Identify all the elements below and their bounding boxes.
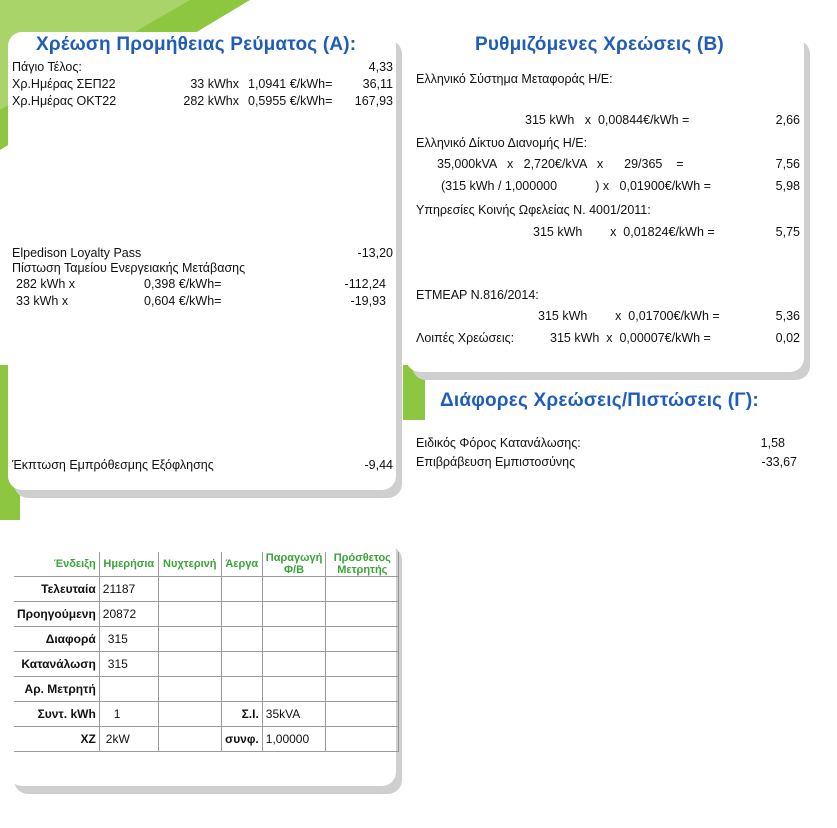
table-row xyxy=(14,677,399,702)
supply-row-label: Χρ.Ημέρας ΟΚΤ22 xyxy=(12,94,117,108)
distribution-label: Ελληνικό Δίκτυο Διανομής Η/Ε: xyxy=(416,136,588,150)
transmission-value: 2,66 xyxy=(775,113,800,127)
header-night: Νυχτερινή xyxy=(158,552,221,577)
credit-qty: 33 kWh x xyxy=(16,294,69,308)
distribution-calc: 35,000kVA x 2,720€/kVA x 29/365 = xyxy=(437,157,684,171)
power-factor-value: 1,00000 xyxy=(262,727,326,752)
transition-fund-label: Πίστωση Ταμείου Ενεργειακής Μετάβασης xyxy=(12,261,246,275)
credit-qty: 282 kWh x xyxy=(16,277,76,291)
day-value: 20872 xyxy=(99,602,158,627)
public-service-calc: 315 kWh x 0,01824€/kWh = xyxy=(533,225,715,239)
distribution-value: 7,56 xyxy=(775,157,800,171)
transmission-calc: 315 kWh x 0,00844€/kWh = xyxy=(525,113,690,127)
row-label: Τελευταία xyxy=(14,577,99,602)
table-header-row xyxy=(14,552,399,577)
other-charges-calc: 315 kWh x 0,00007€/kWh = xyxy=(550,331,711,345)
supply-row-rate: 0,5955 €/kWh= xyxy=(248,94,333,108)
table-row xyxy=(14,702,399,727)
early-payment-discount-value: -9,44 xyxy=(364,458,393,472)
day-value: 315 xyxy=(99,627,158,652)
fixed-fee-label: Πάγιο Τέλος: xyxy=(12,60,82,74)
credit-amount: -112,24 xyxy=(344,277,386,291)
row-label: Προηγούμενη xyxy=(14,602,99,627)
distribution-value: 5,98 xyxy=(775,179,800,193)
day-value: 1 xyxy=(99,702,158,727)
header-reactive: Άεργα xyxy=(221,552,262,577)
loyalty-reward-label: Επιβράβευση Εμπιστοσύνης xyxy=(416,455,576,469)
supply-row-qty: 33 kWhx xyxy=(190,77,239,91)
row-label: Συντ. kWh xyxy=(14,702,99,727)
row-label: Κατανάλωση xyxy=(14,652,99,677)
table-row xyxy=(14,577,399,602)
regulated-charges-title: Ρυθμιζόμενες Χρεώσεις (Β) xyxy=(475,34,724,55)
header-reading: Ένδειξη xyxy=(14,552,99,577)
header-day: Ημερήσια xyxy=(99,552,158,577)
loyalty-value: -13,20 xyxy=(357,246,393,260)
table-row xyxy=(14,602,399,627)
supply-row-amount: 36,11 xyxy=(362,77,393,91)
supply-charges-title: Χρέωση Προμήθειας Ρεύματος (Α): xyxy=(36,34,357,55)
table-row xyxy=(14,627,399,652)
supply-row-rate: 1,0941 €/kWh= xyxy=(248,77,333,91)
power-factor-label: συνφ. xyxy=(221,727,262,752)
loyalty-label: Elpedison Loyalty Pass xyxy=(12,246,142,260)
early-payment-discount-label: Έκπτωση Εμπρόθεσμης Εξόφλησης xyxy=(12,458,214,472)
row-label: ΧΖ xyxy=(14,727,99,752)
etmear-label: ΕΤΜΕΑΡ Ν.816/2014: xyxy=(416,288,539,302)
table-row xyxy=(14,652,399,677)
misc-charges-title: Διάφορες Χρεώσεις/Πιστώσεις (Γ): xyxy=(440,390,759,411)
other-charges-label: Λοιπές Χρεώσεις: xyxy=(416,331,515,345)
fixed-fee-value: 4,33 xyxy=(368,60,393,74)
day-value: 2kW xyxy=(99,727,158,752)
row-label: Αρ. Μετρητή xyxy=(14,677,99,702)
day-value: 315 xyxy=(99,652,158,677)
supply-row-label: Χρ.Ημέρας ΣΕΠ22 xyxy=(12,77,116,91)
credit-amount: -19,93 xyxy=(350,294,386,308)
transmission-label: Ελληνικό Σύστημα Μεταφοράς Η/Ε: xyxy=(416,72,613,86)
si-label: Σ.Ι. xyxy=(221,702,262,727)
public-service-value: 5,75 xyxy=(775,225,800,239)
etmear-calc: 315 kWh x 0,01700€/kWh = xyxy=(538,309,720,323)
meter-readings-table xyxy=(14,552,399,752)
table-row xyxy=(14,727,399,752)
supply-row-qty: 282 kWhx xyxy=(183,94,239,108)
etmear-value: 5,36 xyxy=(775,309,800,323)
day-value xyxy=(99,677,158,702)
row-label: Διαφορά xyxy=(14,627,99,652)
credit-rate: 0,398 €/kWh= xyxy=(144,277,222,291)
public-service-label: Υπηρεσίες Κοινής Ωφελείας Ν. 4001/2011: xyxy=(416,203,651,217)
excise-tax-value: 1,58 xyxy=(760,436,785,450)
loyalty-reward-value: -33,67 xyxy=(761,455,797,469)
header-additional-meter: Πρόσθετος Μετρητής xyxy=(326,552,399,577)
supply-row-amount: 167,93 xyxy=(354,94,393,108)
excise-tax-label: Ειδικός Φόρος Κατανάλωσης: xyxy=(416,436,581,450)
credit-rate: 0,604 €/kWh= xyxy=(144,294,222,308)
si-value: 35kVA xyxy=(262,702,326,727)
other-charges-value: 0,02 xyxy=(775,331,800,345)
distribution-calc: (315 kWh / 1,000000 ) x 0,01900€/kWh = xyxy=(441,179,711,193)
day-value: 21187 xyxy=(99,577,158,602)
header-pv-production: Παραγωγή Φ/Β xyxy=(262,552,326,577)
